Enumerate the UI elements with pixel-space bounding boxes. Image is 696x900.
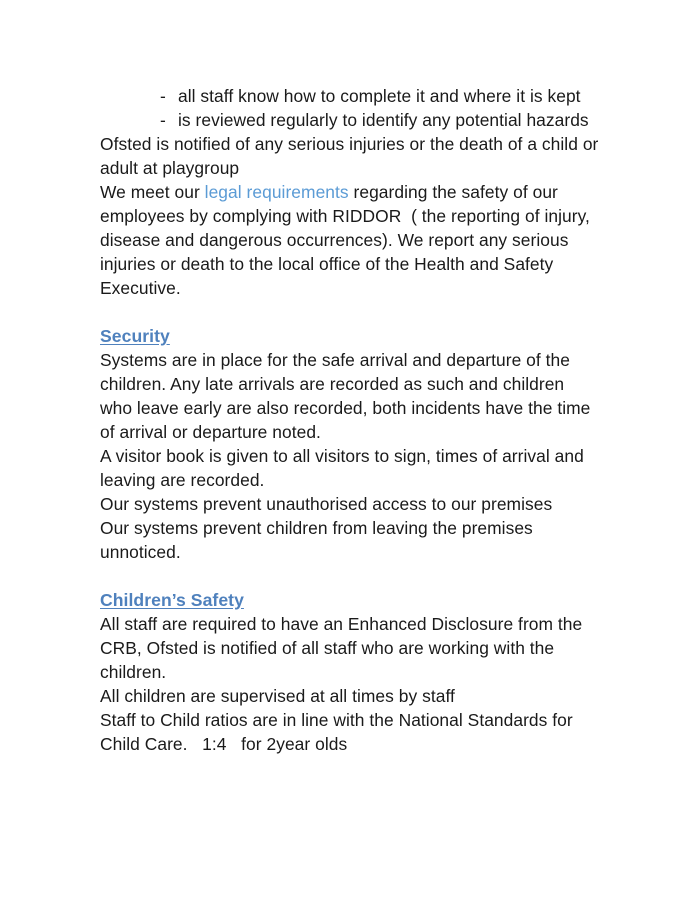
- list-item-text: all staff know how to complete it and where it is kept: [178, 86, 581, 106]
- bullet-marker-icon: -: [160, 86, 166, 106]
- riddor-text-before-link: We meet our: [100, 182, 205, 202]
- bullet-marker-icon: -: [160, 110, 166, 130]
- paragraph-security-unauthorised-access: Our systems prevent unauthorised access to our premises: [100, 494, 553, 514]
- heading-security[interactable]: Security: [100, 326, 170, 346]
- list-item: [160, 108, 600, 132]
- list-item-text: is reviewed regularly to identify any potential hazards: [178, 110, 589, 130]
- list-item: [160, 84, 600, 108]
- heading-childrens-safety-wrap: [100, 588, 600, 612]
- paragraph-ofsted-notification: Ofsted is notified of any serious injuries or the death of a child or adult at playgroup: [100, 134, 604, 178]
- paragraph-supervision: All children are supervised at all times by staff: [100, 686, 455, 706]
- section-spacer: [100, 564, 600, 588]
- section-spacer: [100, 300, 600, 324]
- document-body: [100, 84, 604, 756]
- paragraph-security-visitor-book: A visitor book is given to all visitors to sign, times of arrival and leaving are recorded.: [100, 446, 589, 490]
- legal-requirements-link[interactable]: legal requirements: [204, 182, 349, 202]
- heading-security-wrap: [100, 324, 600, 348]
- paragraph-security-arrivals: Systems are in place for the safe arrival and departure of the children. Any late arrivals are recorded as such and children who leave early are also recorded, both incidents have the time of arrival or departure noted.: [100, 350, 596, 442]
- riddor-text-after-link: regarding the safety of our employees by complying with RIDDOR ( the reporting of injury, disease and dangerous occurrences). We report any serious injuries or death to the local office of the Health and Safety Executive.: [100, 182, 595, 298]
- bullet-list: [100, 84, 600, 132]
- paragraph-enhanced-disclosure: All staff are required to have an Enhanced Disclosure from the CRB, Ofsted is notified of all staff who are working with the children.: [100, 614, 588, 682]
- paragraph-security-leaving-premises: Our systems prevent children from leaving the premises unnoticed.: [100, 518, 538, 562]
- paragraph-staff-ratios: Staff to Child ratios are in line with the National Standards for Child Care. 1:4 for 2year olds: [100, 710, 578, 754]
- heading-childrens-safety[interactable]: Children’s Safety: [100, 590, 244, 610]
- paragraph-riddor: [100, 180, 600, 300]
